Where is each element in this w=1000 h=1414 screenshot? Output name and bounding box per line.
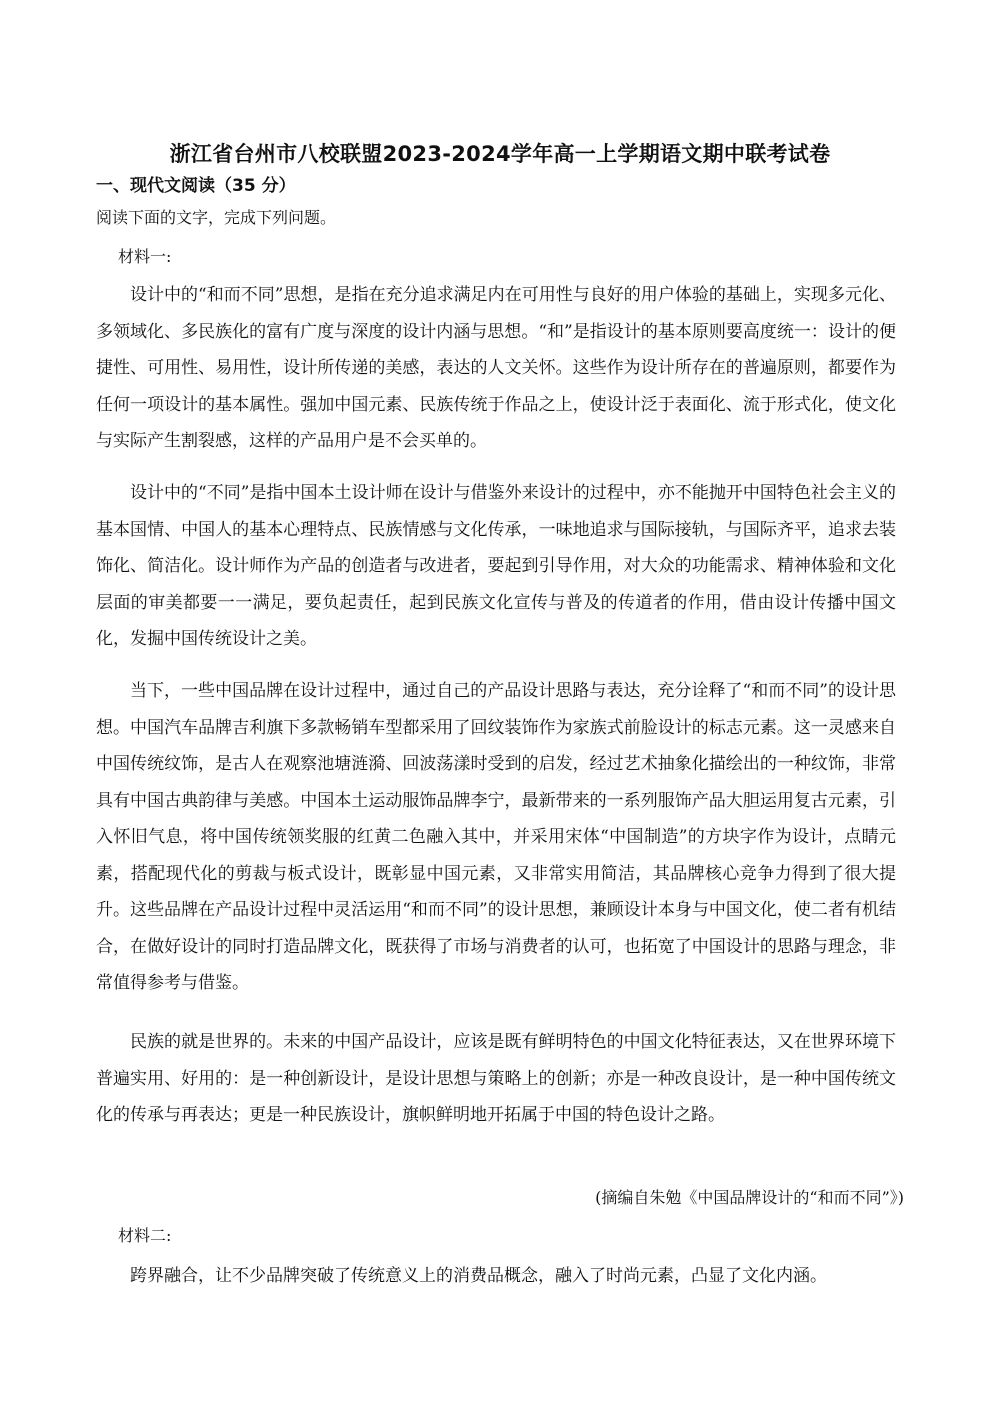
material-one-paragraph-3: 当下，一些中国品牌在设计过程中，通过自己的产品设计思路与表达，充分诠释了“和而不同”的设计思想。中国汽车品牌吉利旗下多款畅销车型都采用了回纹装饰作为家族式前脸设计的标志元素。这一灵感来自中国传统纹饰，是古人在观察池塘涟漪、回波荡漾时受到的启发，经过艺术抽象化描绘出的一种纹饰，非常具有中国古典韵律与美感。中国本土运动服饰品牌李宁，最新带来的一系列服饰产品大胆运用复古元素，引入怀旧气息，将中国传统领奖服的红黄二色融入其中，并采用宋体“中国制造”的方块字作为设计，点睛元素，搭配现代化的剪裁与板式设计，既彰显中国元素，又非常实用简洁，其品牌核心竞争力得到了很大提升。这些品牌在产品设计过程中灵活运用“和而不同”的设计思想，兼顾设计本身与中国文化，使二者有机结合，在做好设计的同时打造品牌文化，既获得了市场与消费者的认可，也拓宽了中国设计的思路与理念，非常值得参考与借鉴。 — [96, 681, 896, 993]
material-two-label: 材料二: — [118, 1226, 172, 1245]
exam-title: 浙江省台州市八校联盟2023-2024学年高一上学期语文期中联考试卷 — [169, 142, 831, 166]
section-heading: 一、现代文阅读（35 分） — [96, 176, 296, 196]
source-citation: (摘编自朱勉《中国品牌设计的“和而不同”》) — [595, 1188, 904, 1207]
material-one-label: 材料一: — [118, 247, 172, 266]
reading-instruction: 阅读下面的文字，完成下列问题。 — [96, 208, 337, 227]
material-two-paragraph-1: 跨界融合，让不少品牌突破了传统意义上的消费品概念，融入了时尚元素，凸显了文化内涵。 — [130, 1266, 827, 1286]
material-one-paragraph-1: 设计中的“和而不同”思想，是指在充分追求满足内在可用性与良好的用户体验的基础上，实现多元化、多领域化、多民族化的富有广度与深度的设计内涵与思想。“和”是指设计的基本原则要高度统一：设计的便捷性、可用性、易用性，设计所传递的美感，表达的人文关怀。这些作为设计所存在的普遍原则，都要作为任何一项设计的基本属性。强加中国元素、民族传统于作品之上，使设计泛于表面化、流于形式化，使文化与实际产生割裂感，这样的产品用户是不会买单的。 — [96, 285, 896, 451]
material-one-paragraph-4: 民族的就是世界的。未来的中国产品设计，应该是既有鲜明特色的中国文化特征表达，又在世界环境下普遍实用、好用的：是一种创新设计，是设计思想与策略上的创新；亦是一种改良设计，是一种中国传统文化的传承与再表达；更是一种民族设计，旗帜鲜明地开拓属于中国的特色设计之路。 — [96, 1032, 896, 1125]
material-one-paragraph-2: 设计中的“不同”是指中国本土设计师在设计与借鉴外来设计的过程中，亦不能抛开中国特色社会主义的基本国情、中国人的基本心理特点、民族情感与文化传承，一味地追求与国际接轨，与国际齐平，追求去装饰化、简洁化。设计师作为产品的创造者与改进者，要起到引导作用，对大众的功能需求、精神体验和文化层面的审美都要一一满足，要负起责任，起到民族文化宣传与普及的传道者的作用，借由设计传播中国文化，发掘中国传统设计之美。 — [96, 483, 896, 649]
